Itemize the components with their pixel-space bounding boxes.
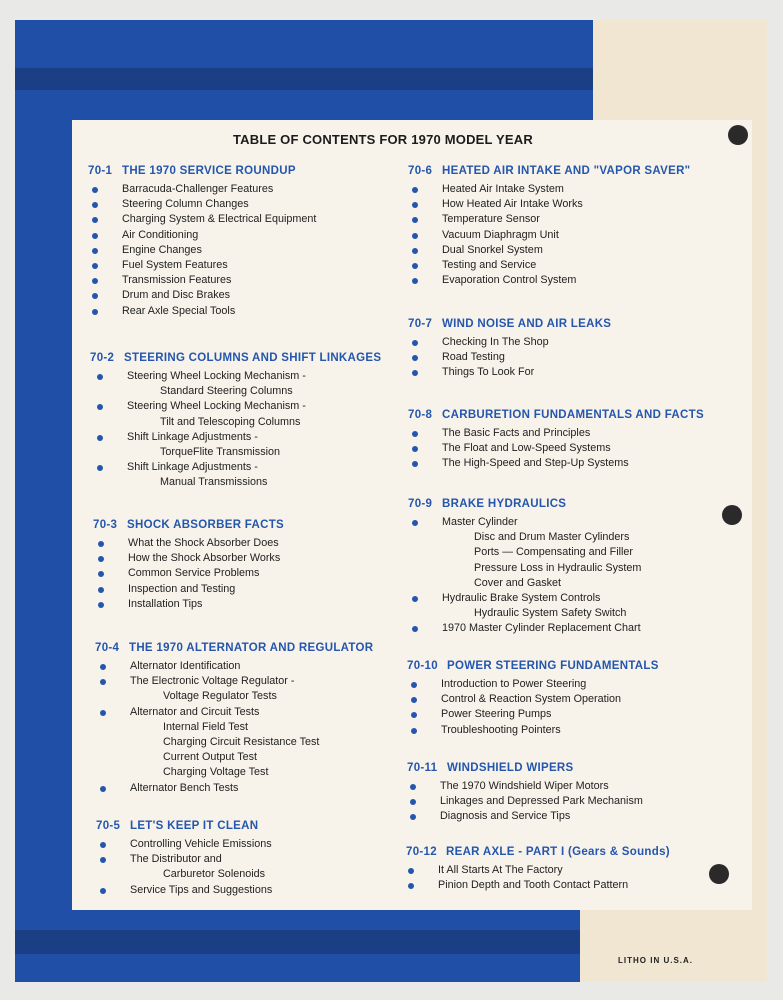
bullet-icon <box>97 435 103 441</box>
toc-item <box>96 852 272 867</box>
toc-item <box>93 551 284 566</box>
bullet-icon <box>92 278 98 284</box>
toc-section <box>407 657 659 738</box>
section-title: HEATED AIR INTAKE AND "VAPOR SAVER" <box>442 165 691 177</box>
toc-item <box>408 426 704 441</box>
toc-item <box>407 809 643 824</box>
bullet-icon <box>92 233 98 239</box>
toc-item-text: Rear Axle Special Tools <box>122 304 236 317</box>
bullet-icon <box>98 602 104 608</box>
bullet-icon <box>412 520 418 526</box>
toc-item <box>408 258 690 273</box>
toc-item <box>90 460 381 475</box>
toc-item-text: Air Conditioning <box>122 228 199 241</box>
toc-item-text: The 1970 Windshield Wiper Motors <box>440 780 609 792</box>
section-items <box>408 335 611 381</box>
bullet-icon <box>97 374 103 380</box>
toc-item-text: It All Starts At The Factory <box>438 864 563 876</box>
section-number: 70-1 <box>88 165 113 177</box>
section-items <box>90 369 381 491</box>
toc-item <box>90 415 381 430</box>
bullet-icon <box>92 263 98 269</box>
section-heading <box>95 639 373 657</box>
toc-section <box>407 759 643 825</box>
toc-item <box>408 441 704 456</box>
toc-item-text: Steering Wheel Locking Mechanism - <box>127 370 306 382</box>
toc-item-text: Power Steering Pumps <box>441 708 552 721</box>
toc-item <box>408 456 704 471</box>
toc-item <box>408 530 641 545</box>
section-items <box>96 837 272 898</box>
toc-item-text: The High-Speed and Step-Up Systems <box>442 457 629 470</box>
blue-band-top <box>15 20 593 120</box>
toc-item <box>95 674 373 689</box>
toc-item-text: Pressure Loss in Hydraulic System <box>474 561 642 574</box>
bullet-icon <box>100 842 106 848</box>
bullet-icon <box>100 786 106 792</box>
printer-note: LITHO IN U.S.A. <box>618 956 693 965</box>
toc-item <box>408 606 641 621</box>
section-title: REAR AXLE - PART I (Gears & Sounds) <box>446 846 670 858</box>
section-title: WINDSHIELD WIPERS <box>447 762 574 774</box>
toc-item-text: Dual Snorkel System <box>442 243 543 256</box>
toc-item-text: What the Shock Absorber Does <box>128 537 279 549</box>
toc-item <box>408 273 690 288</box>
bullet-icon <box>100 710 106 716</box>
section-number: 70-5 <box>96 820 121 832</box>
toc-item <box>88 273 316 288</box>
toc-item <box>408 561 641 576</box>
toc-item-text: Engine Changes <box>122 243 202 256</box>
section-items <box>406 863 670 893</box>
toc-item-text: The Distributor and <box>130 853 222 866</box>
toc-section <box>93 516 284 612</box>
section-items <box>88 182 316 319</box>
bullet-icon <box>412 278 418 284</box>
toc-item <box>90 475 381 490</box>
toc-section <box>408 315 611 381</box>
toc-section <box>408 406 704 472</box>
toc-item <box>408 621 641 636</box>
bullet-icon <box>412 461 418 467</box>
bullet-icon <box>410 814 416 820</box>
toc-item-text: Things To Look For <box>442 366 535 379</box>
bullet-icon <box>412 202 418 208</box>
bullet-icon <box>412 340 418 346</box>
toc-item <box>88 212 316 227</box>
toc-item <box>96 867 272 882</box>
toc-item <box>95 750 373 765</box>
section-heading <box>408 162 690 180</box>
toc-item-text: Checking In The Shop <box>442 336 549 348</box>
toc-item-text: Temperature Sensor <box>442 213 540 226</box>
toc-item-text: The Electronic Voltage Regulator - <box>130 675 295 688</box>
toc-item-text: Cover and Gasket <box>474 576 562 589</box>
toc-item <box>408 228 690 243</box>
toc-item-text: Vacuum Diaphragm Unit <box>442 228 559 241</box>
section-items <box>408 515 641 637</box>
bullet-icon <box>98 556 104 562</box>
section-number: 70-12 <box>406 846 437 858</box>
blue-band-bottom <box>15 910 580 982</box>
toc-item-text: Manual Transmissions <box>160 476 268 489</box>
toc-item-text: Ports — Compensating and Filler <box>474 546 634 559</box>
toc-item-text: Drum and Disc Brakes <box>122 289 231 302</box>
toc-item-text: Testing and Service <box>442 258 537 271</box>
toc-item <box>96 883 272 898</box>
section-items <box>408 182 690 288</box>
toc-item-text: The Basic Facts and Principles <box>442 427 591 439</box>
section-heading <box>88 162 316 180</box>
toc-item <box>95 765 373 780</box>
toc-item-text: Hydraulic Brake System Controls <box>442 591 601 604</box>
toc-item <box>408 350 611 365</box>
section-heading <box>408 406 704 424</box>
toc-item-text: Fuel System Features <box>122 258 228 271</box>
section-title: BRAKE HYDRAULICS <box>442 498 567 510</box>
bullet-icon <box>412 596 418 602</box>
bullet-icon <box>411 712 417 718</box>
toc-item-text: Disc and Drum Master Cylinders <box>474 531 630 544</box>
toc-item <box>408 515 641 530</box>
bullet-icon <box>98 571 104 577</box>
section-title: THE 1970 SERVICE ROUNDUP <box>122 165 296 177</box>
toc-item-text: The Float and Low-Speed Systems <box>442 442 611 455</box>
section-title: LET'S KEEP IT CLEAN <box>130 820 259 832</box>
toc-item <box>406 863 670 878</box>
toc-item <box>88 243 316 258</box>
toc-item <box>90 384 381 399</box>
toc-item-text: Shift Linkage Adjustments - <box>127 430 258 443</box>
section-heading <box>407 759 643 777</box>
toc-item-text: Shift Linkage Adjustments - <box>127 461 258 474</box>
section-heading <box>90 349 381 367</box>
bullet-icon <box>92 309 98 315</box>
toc-item <box>88 258 316 273</box>
toc-item-text: Inspection and Testing <box>128 582 236 595</box>
section-heading <box>408 495 641 513</box>
bullet-icon <box>97 404 103 410</box>
section-title: WIND NOISE AND AIR LEAKS <box>442 318 612 330</box>
toc-item <box>408 197 690 212</box>
toc-section <box>406 843 670 893</box>
toc-item-text: Steering Column Changes <box>122 198 249 211</box>
section-items <box>93 536 284 612</box>
toc-item-text: Tilt and Telescoping Columns <box>160 415 301 428</box>
toc-item <box>408 591 641 606</box>
section-heading <box>96 817 272 835</box>
toc-section <box>88 162 316 319</box>
bullet-icon <box>92 187 98 193</box>
toc-item-text: 1970 Master Cylinder Replacement Chart <box>442 622 641 635</box>
toc-item-text: Transmission Features <box>122 274 232 287</box>
toc-item <box>407 779 643 794</box>
toc-item <box>93 566 284 581</box>
toc-item <box>408 545 641 560</box>
toc-item-text: TorqueFlite Transmission <box>160 445 281 458</box>
section-heading <box>406 843 670 861</box>
bullet-icon <box>92 248 98 254</box>
blue-band-left <box>15 20 73 982</box>
toc-item <box>95 659 373 674</box>
toc-item <box>95 735 373 750</box>
section-title: POWER STEERING FUNDAMENTALS <box>447 660 659 672</box>
bullet-icon <box>410 799 416 805</box>
toc-item-text: Service Tips and Suggestions <box>130 883 273 896</box>
section-title: CARBURETION FUNDAMENTALS AND FACTS <box>442 409 704 421</box>
bullet-icon <box>92 202 98 208</box>
section-title: SHOCK ABSORBER FACTS <box>127 519 284 531</box>
binder-hole-bottom <box>709 864 729 884</box>
toc-item <box>90 369 381 384</box>
bullet-icon <box>100 664 106 670</box>
bullet-icon <box>411 728 417 734</box>
dark-stripe <box>15 68 73 90</box>
section-title: STEERING COLUMNS AND SHIFT LINKAGES <box>124 352 382 364</box>
toc-item <box>406 878 670 893</box>
section-heading <box>93 516 284 534</box>
section-heading <box>407 657 659 675</box>
binder-hole-top <box>728 125 748 145</box>
section-number: 70-6 <box>408 165 433 177</box>
toc-item <box>95 720 373 735</box>
toc-item <box>408 212 690 227</box>
toc-item-text: Heated Air Intake System <box>442 183 564 195</box>
toc-item-text: Alternator and Circuit Tests <box>130 705 260 718</box>
toc-item <box>408 576 641 591</box>
toc-section <box>408 162 690 288</box>
section-title: THE 1970 ALTERNATOR AND REGULATOR <box>129 642 374 654</box>
toc-section <box>90 349 381 491</box>
bullet-icon <box>100 857 106 863</box>
toc-item-text: How Heated Air Intake Works <box>442 198 583 211</box>
toc-item-text: Road Testing <box>442 351 505 364</box>
toc-item-text: Installation Tips <box>128 597 203 610</box>
toc-item-text: How the Shock Absorber Works <box>128 552 281 565</box>
toc-item-text: Standard Steering Columns <box>160 385 293 398</box>
toc-item-text: Common Service Problems <box>128 567 260 580</box>
bullet-icon <box>412 248 418 254</box>
toc-item-text: Alternator Identification <box>130 660 241 672</box>
toc-item <box>88 228 316 243</box>
toc-item <box>407 794 643 809</box>
toc-item <box>408 365 611 380</box>
toc-item <box>95 705 373 720</box>
bullet-icon <box>100 888 106 894</box>
bullet-icon <box>412 187 418 193</box>
section-items <box>407 779 643 825</box>
bullet-icon <box>412 626 418 632</box>
toc-item <box>93 597 284 612</box>
section-number: 70-3 <box>93 519 118 531</box>
toc-item <box>88 288 316 303</box>
toc-item <box>408 243 690 258</box>
bullet-icon <box>410 784 416 790</box>
toc-item-text: Hydraulic System Safety Switch <box>474 607 627 620</box>
toc-item-text: Current Output Test <box>163 751 258 764</box>
bullet-icon <box>412 263 418 269</box>
toc-item <box>93 582 284 597</box>
toc-item <box>93 536 284 551</box>
toc-item-text: Pinion Depth and Tooth Contact Pattern <box>438 879 629 892</box>
section-number: 70-11 <box>407 762 438 774</box>
toc-item <box>408 335 611 350</box>
toc-item-text: Control & Reaction System Operation <box>441 693 622 706</box>
toc-item <box>88 182 316 197</box>
toc-item-text: Controlling Vehicle Emissions <box>130 838 272 850</box>
toc-section <box>408 495 641 637</box>
toc-item <box>95 689 373 704</box>
toc-section <box>95 639 373 796</box>
toc-item-text: Internal Field Test <box>163 720 249 733</box>
bullet-icon <box>98 587 104 593</box>
toc-item-text: Troubleshooting Pointers <box>441 723 561 736</box>
section-items <box>95 659 373 796</box>
bullet-icon <box>411 682 417 688</box>
bullet-icon <box>92 217 98 223</box>
toc-item-text: Introduction to Power Steering <box>441 678 587 690</box>
bullet-icon <box>412 370 418 376</box>
dark-stripe <box>15 68 593 90</box>
toc-item <box>96 837 272 852</box>
section-number: 70-7 <box>408 318 433 330</box>
toc-section <box>96 817 272 898</box>
binder-hole-middle <box>722 505 742 525</box>
bullet-icon <box>408 883 414 889</box>
section-items <box>408 426 704 472</box>
section-number: 70-10 <box>407 660 438 672</box>
bullet-icon <box>98 541 104 547</box>
toc-item <box>95 781 373 796</box>
bullet-icon <box>411 697 417 703</box>
toc-item <box>88 304 316 319</box>
toc-item <box>88 197 316 212</box>
toc-item-text: Charging System & Electrical Equipment <box>122 213 317 226</box>
section-number: 70-9 <box>408 498 433 510</box>
toc-item-text: Alternator Bench Tests <box>130 781 239 794</box>
dark-stripe <box>15 930 580 954</box>
bullet-icon <box>97 465 103 471</box>
toc-item <box>407 692 659 707</box>
toc-item-text: Steering Wheel Locking Mechanism - <box>127 400 306 413</box>
section-number: 70-8 <box>408 409 433 421</box>
bullet-icon <box>412 355 418 361</box>
page-title: TABLE OF CONTENTS FOR 1970 MODEL YEAR <box>233 132 533 147</box>
section-heading <box>408 315 611 333</box>
toc-item <box>407 677 659 692</box>
bullet-icon <box>412 446 418 452</box>
toc-item-text: Charging Circuit Resistance Test <box>163 735 320 748</box>
toc-item <box>90 430 381 445</box>
toc-item-text: Charging Voltage Test <box>163 766 269 779</box>
toc-item-text: Master Cylinder <box>442 516 518 528</box>
toc-item-text: Voltage Regulator Tests <box>163 690 277 703</box>
toc-item-text: Carburetor Solenoids <box>163 868 266 881</box>
bullet-icon <box>412 217 418 223</box>
toc-item-text: Diagnosis and Service Tips <box>440 810 571 823</box>
bullet-icon <box>100 679 106 685</box>
section-items <box>407 677 659 738</box>
section-number: 70-2 <box>90 352 115 364</box>
toc-item-text: Evaporation Control System <box>442 274 577 287</box>
bullet-icon <box>408 868 414 874</box>
toc-item <box>408 182 690 197</box>
bullet-icon <box>412 233 418 239</box>
section-number: 70-4 <box>95 642 120 654</box>
toc-item <box>407 723 659 738</box>
toc-item-text: Barracuda-Challenger Features <box>122 183 274 195</box>
toc-item-text: Linkages and Depressed Park Mechanism <box>440 795 643 808</box>
bullet-icon <box>92 293 98 299</box>
toc-item <box>90 399 381 414</box>
toc-item <box>90 445 381 460</box>
bullet-icon <box>412 431 418 437</box>
toc-item <box>407 707 659 722</box>
